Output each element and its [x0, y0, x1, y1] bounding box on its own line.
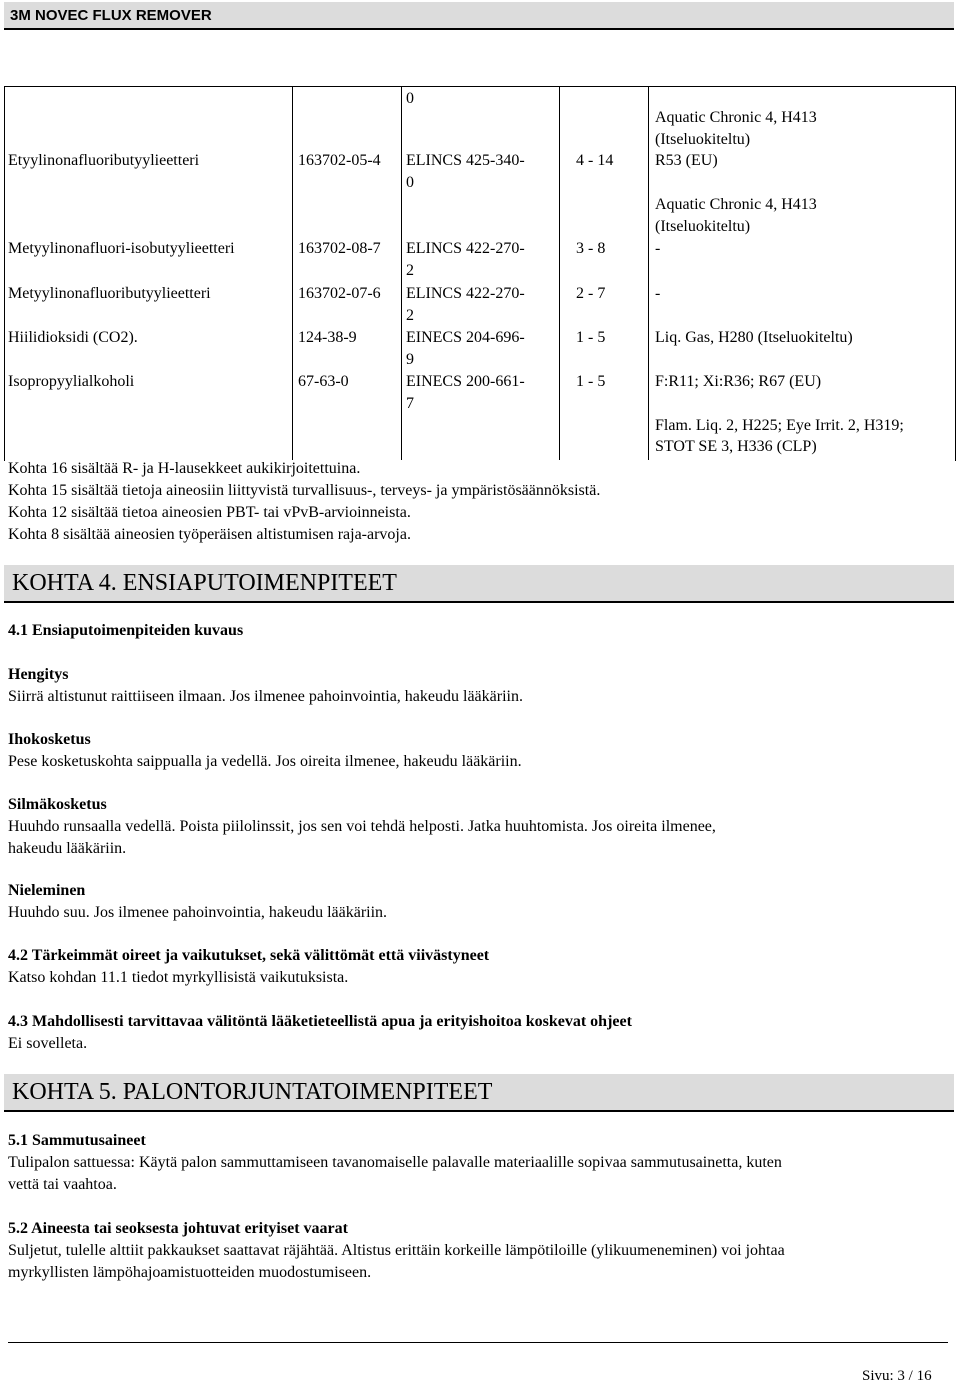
percent-range: 4 - 14	[576, 152, 614, 169]
table-note: Kohta 15 sisältää tietoja aineosiin liittyvistä turvallisuus-, terveys- ja ympäristösäännöksistä.	[8, 482, 601, 499]
table-divider	[292, 86, 293, 460]
cas-number: 163702-05-4	[298, 152, 381, 169]
ec-number: EINECS 200-661-	[406, 373, 525, 390]
cas-number: 163702-07-6	[298, 285, 381, 302]
paragraph: Pese kosketuskohta saippualla ja vedellä. Jos oireita ilmenee, hakeudu lääkäriin.	[8, 753, 522, 770]
ec-number-cont: 2	[406, 307, 414, 324]
table-note: Kohta 8 sisältää aineosien työperäisen altistumisen raja-arvoja.	[8, 526, 411, 543]
paragraph: Tulipalon sattuessa: Käytä palon sammuttamiseen tavanomaiselle palavalle materiaalille sopivaa sammutusainetta, kuten	[8, 1154, 782, 1171]
section-title: KOHTA 5. PALONTORJUNTATOIMENPITEET	[12, 1079, 493, 1105]
subsection-heading: Silmäkosketus	[8, 796, 107, 813]
classification-line: (Itseluokiteltu)	[655, 218, 751, 235]
cas-number: 124-38-9	[298, 329, 357, 346]
subsection-title: 5.1 Sammutusaineet	[8, 1132, 146, 1149]
page-number: Sivu: 3 / 16	[862, 1368, 932, 1384]
ec-number-cont: 9	[406, 351, 414, 368]
percent-range: 2 - 7	[576, 285, 606, 302]
table-divider	[401, 86, 402, 460]
classification-line: -	[655, 285, 661, 302]
paragraph: myrkyllisten lämpöhajoamistuotteiden muodostumiseen.	[8, 1264, 372, 1281]
paragraph: Ei sovelleta.	[8, 1035, 88, 1052]
classification-line: -	[655, 240, 661, 257]
ingredient-name: Metyylinonafluoributyylieetteri	[8, 285, 211, 302]
document-header	[4, 2, 954, 30]
classification-line: STOT SE 3, H336 (CLP)	[655, 438, 817, 455]
section-heading	[4, 1074, 954, 1112]
classification-line: Liq. Gas, H280 (Itseluokiteltu)	[655, 329, 853, 346]
ingredient-name: Isopropyylialkoholi	[8, 373, 135, 390]
section-heading	[4, 565, 954, 603]
subsection-heading: Ihokosketus	[8, 731, 91, 748]
paragraph: Katso kohdan 11.1 tiedot myrkyllisistä vaikutuksista.	[8, 969, 349, 986]
subsection-title: 4.3 Mahdollisesti tarvittavaa välitöntä lääketieteellistä apua ja erityishoitoa koskevat ohjeet	[8, 1013, 632, 1030]
document-title: 3M NOVEC FLUX REMOVER	[10, 7, 212, 24]
classification-line: (Itseluokiteltu)	[655, 131, 751, 148]
classification-line: Aquatic Chronic 4, H413	[655, 109, 817, 126]
paragraph: Suljetut, tulelle alttiit pakkaukset saattavat räjähtää. Altistus erittäin korkeille lämpötiloille (ylikuumeneminen) voi johtaa	[8, 1242, 785, 1259]
subsection-title: 5.2 Aineesta tai seoksesta johtuvat erityiset vaarat	[8, 1220, 348, 1237]
paragraph: hakeudu lääkäriin.	[8, 840, 127, 857]
subsection-title: 4.2 Tärkeimmät oireet ja vaikutukset, sekä välittömät että viivästyneet	[8, 947, 490, 964]
classification-line: Flam. Liq. 2, H225; Eye Irrit. 2, H319;	[655, 417, 904, 434]
ec-number-cont: 2	[406, 262, 414, 279]
paragraph: Siirrä altistunut raittiiseen ilmaan. Jos ilmenee pahoinvointia, hakeudu lääkäriin.	[8, 688, 523, 705]
ingredient-name: Etyylinonafluoributyylieetteri	[8, 152, 200, 169]
subsection-title: 4.1 Ensiaputoimenpiteiden kuvaus	[8, 622, 244, 639]
paragraph: Huuhdo runsaalla vedellä. Poista piilolinssit, jos sen voi tehdä helposti. Jatka huuhtomista. Jos oireita ilmenee,	[8, 818, 716, 835]
table-note: Kohta 12 sisältää tietoa aineosien PBT- tai vPvB-arvioinneista.	[8, 504, 411, 521]
ingredient-name: Hiilidioksidi (CO2).	[8, 329, 138, 346]
classification-line: R53 (EU)	[655, 152, 718, 169]
ec-number-cont: 0	[406, 174, 414, 191]
classification-line: F:R11; Xi:R36; R67 (EU)	[655, 373, 822, 390]
cas-number: 67-63-0	[298, 373, 349, 390]
percent-range: 3 - 8	[576, 240, 606, 257]
ec-number: ELINCS 422-270-	[406, 285, 525, 302]
classification-line: Aquatic Chronic 4, H413	[655, 196, 817, 213]
table-divider	[559, 86, 560, 460]
subsection-heading: Nieleminen	[8, 882, 86, 899]
ec-number-top: 0	[406, 90, 414, 107]
ec-number: EINECS 204-696-	[406, 329, 525, 346]
percent-range: 1 - 5	[576, 329, 606, 346]
ingredient-name: Metyylinonafluori-isobutyylieetteri	[8, 240, 235, 257]
paragraph: Huuhdo suu. Jos ilmenee pahoinvointia, hakeudu lääkäriin.	[8, 904, 388, 921]
ec-number: ELINCS 422-270-	[406, 240, 525, 257]
table-note: Kohta 16 sisältää R- ja H-lausekkeet aukikirjoitettuina.	[8, 460, 361, 477]
subsection-heading: Hengitys	[8, 666, 69, 683]
paragraph: vettä tai vaahtoa.	[8, 1176, 117, 1193]
ingredients-table	[4, 86, 956, 461]
footer-rule	[8, 1342, 948, 1343]
ec-number: ELINCS 425-340-	[406, 152, 525, 169]
section-title: KOHTA 4. ENSIAPUTOIMENPITEET	[12, 570, 397, 596]
ec-number-cont: 7	[406, 395, 414, 412]
percent-range: 1 - 5	[576, 373, 606, 390]
cas-number: 163702-08-7	[298, 240, 381, 257]
table-divider	[648, 86, 649, 460]
